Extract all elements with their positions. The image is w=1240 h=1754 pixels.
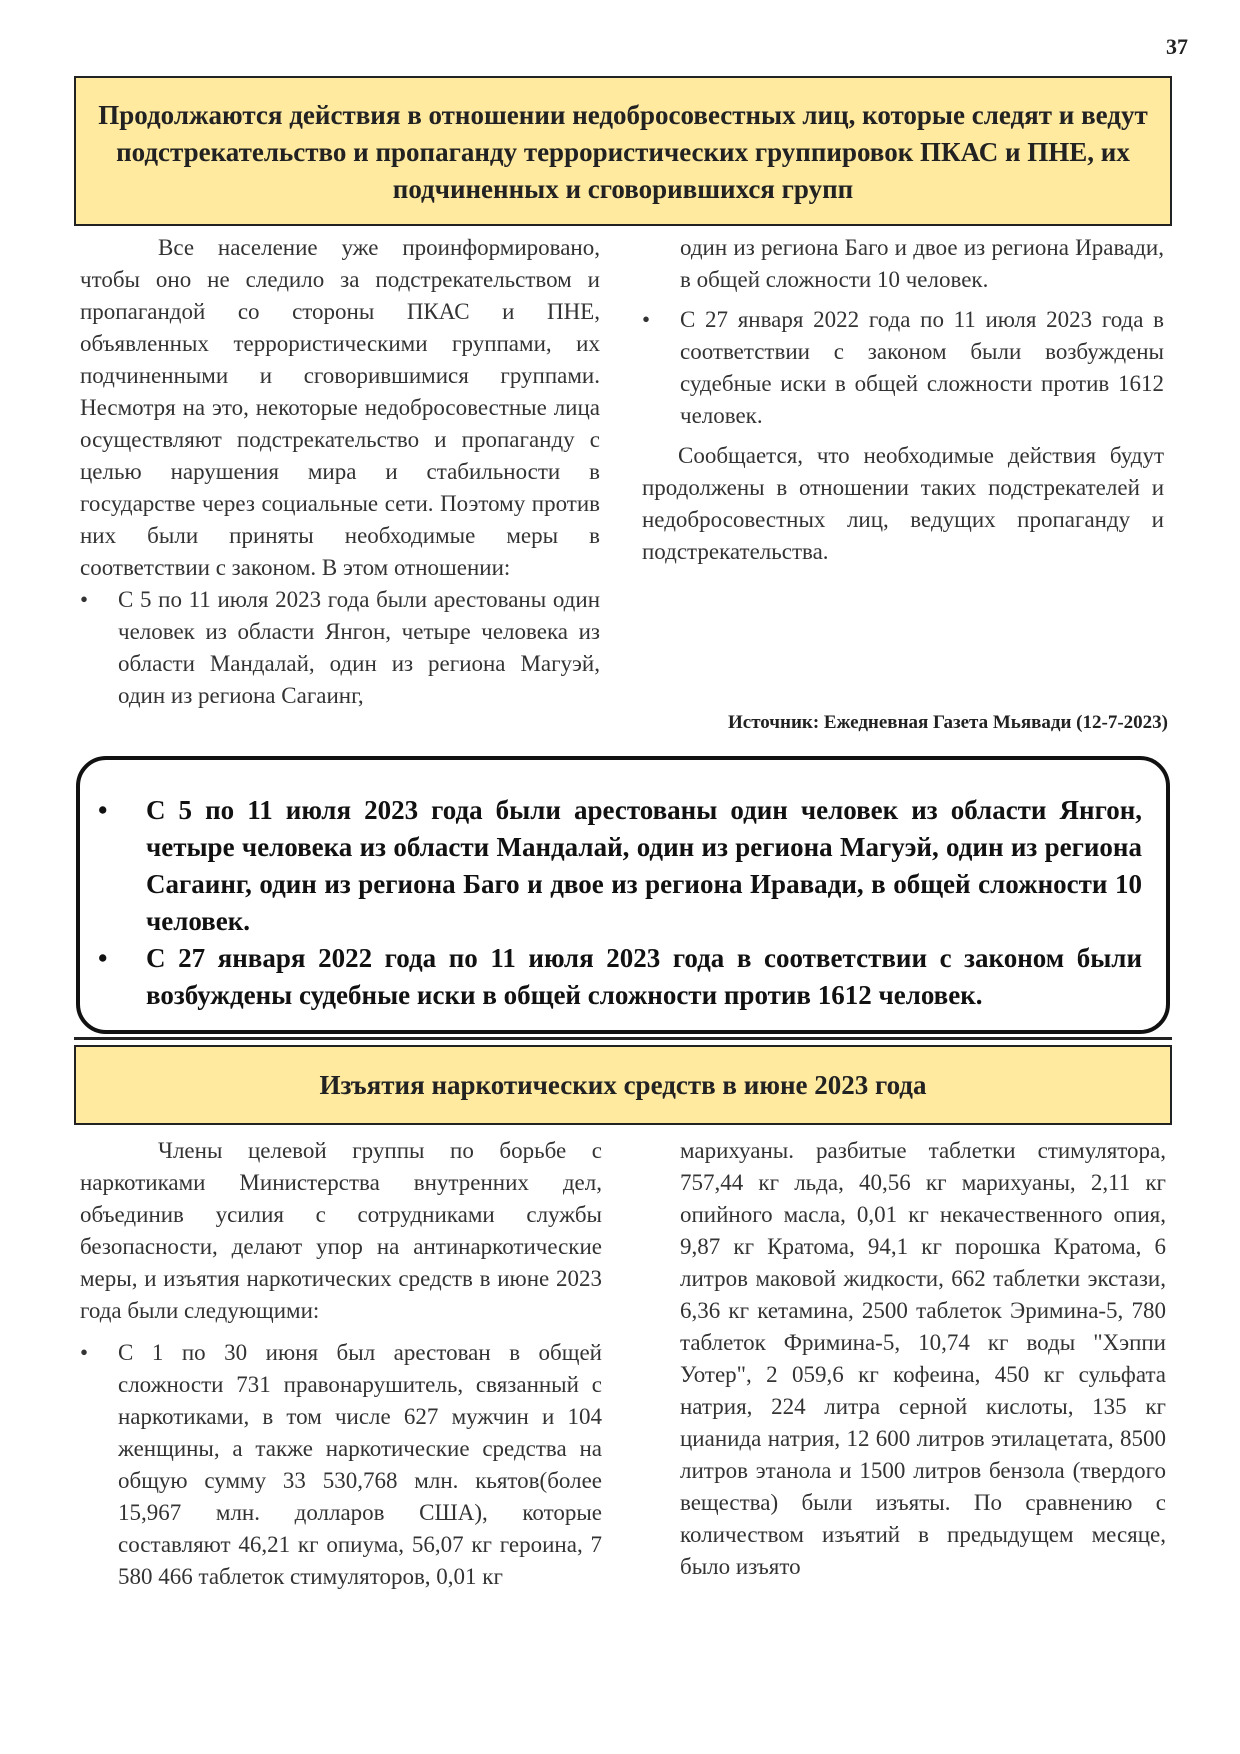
- bullet-item: • С 27 января 2022 года по 11 июля 2023 года в соответствии с законом были возбуждены судебные иски в общей сложности против 1612 человек.: [642, 304, 1164, 432]
- callout-bullet: • С 5 по 11 июля 2023 года были арестованы один человек из области Янгон, четыре человека из области Мандалай, один из региона Магуэй, один из региона Сагаинг, один из региона Баго и двое из региона Иравади, в общей сложности 10 человек.: [98, 792, 1142, 940]
- section-title-banner: Изъятия наркотических средств в июне 2023 года: [74, 1045, 1172, 1125]
- bullet-continuation: один из региона Баго и двое из региона Иравади, в общей сложности 10 человек.: [680, 235, 1164, 292]
- section-divider: [74, 1037, 1172, 1040]
- bullet-item: • С 5 по 11 июля 2023 года были арестованы один человек из области Янгон, четыре человека из области Мандалай, один из региона Магуэй, один из региона Сагаинг,: [80, 584, 600, 712]
- source-citation: Источник: Ежедневная Газета Мьявади (12-7-2023): [728, 712, 1168, 733]
- bullet-continuation: марихуаны. разбитые таблетки стимулятора, 757,44 кг льда, 40,56 кг марихуаны, 2,11 кг опийного масла, 0,01 кг некачественного опия, 9,87 кг Кратома, 94,1 кг порошка Кратома, 6 литров маковой жидкости, 662 таблетки экстази, 6,36 кг кетамина, 2500 таблеток Эримина-5, 780 таблеток Фримина-5, 10,74 кг воды "Хэппи Уотер", 2 059,6 кг кофеина, 450 кг сульфата натрия, 224 литра серной кислоты, 135 кг цианида натрия, 12 600 литров этилацетата, 8500 литров этанола и 1500 литров бензола (твердого вещества) были изъяты. По сравнению с количеством изъятий в предыдущем месяце, было изъято: [680, 1138, 1166, 1579]
- section-title-banner: Продолжаются действия в отношении недобросовестных лиц, которые следят и ведут подстрекательство и пропаганду террористических группировок ПКАС и ПНЕ, их подчиненных и сговорившихся групп: [74, 76, 1172, 226]
- bullet-item: • С 1 по 30 июня был арестован в общей сложности 731 правонарушитель, связанный с наркотиками, в том числе 627 мужчин и 104 женщины, а также наркотические средства на общую сумму 33 530,768 млн. кьятов(более 15,967 млн. долларов США), которые составляют 46,21 кг опиума, 56,07 кг героина, 7 580 466 таблеток стимуляторов, 0,01 кг: [80, 1337, 602, 1593]
- callout-bullet: • С 27 января 2022 года по 11 июля 2023 года в соответствии с законом были возбуждены судебные иски в общей сложности против 1612 человек.: [98, 940, 1142, 1014]
- intro-paragraph: Члены целевой группы по борьбе с наркотиками Министерства внутренних дел, объединив усилия с сотрудниками службы безопасности, делают упор на антинаркотические меры, и изъятия наркотических средств в июне 2023 года были следующими:: [80, 1138, 602, 1323]
- right-column-section2: [680, 1135, 1166, 1583]
- right-column-section1: [642, 232, 1164, 568]
- summary-callout-box: [76, 756, 1170, 1034]
- page-number: 37: [1166, 34, 1188, 59]
- left-column-section1: [80, 232, 600, 712]
- closing-paragraph: Сообщается, что необходимые действия будут продолжены в отношении таких подстрекателей и недобросовестных лиц, ведущих пропаганду и подстрекательства.: [642, 443, 1164, 564]
- left-column-section2: [80, 1135, 602, 1593]
- intro-paragraph: Все население уже проинформировано, чтобы оно не следило за подстрекательством и пропагандой со стороны ПКАС и ПНЕ, объявленных террористическими группами, их подчиненными и сговорившимися группами. Несмотря на это, некоторые недобросовестные лица осуществляют подстрекательство и пропаганду с целью нарушения мира и стабильности в государстве через социальные сети. Поэтому против них были приняты необходимые меры в соответствии с законом. В этом отношении:: [80, 235, 600, 580]
